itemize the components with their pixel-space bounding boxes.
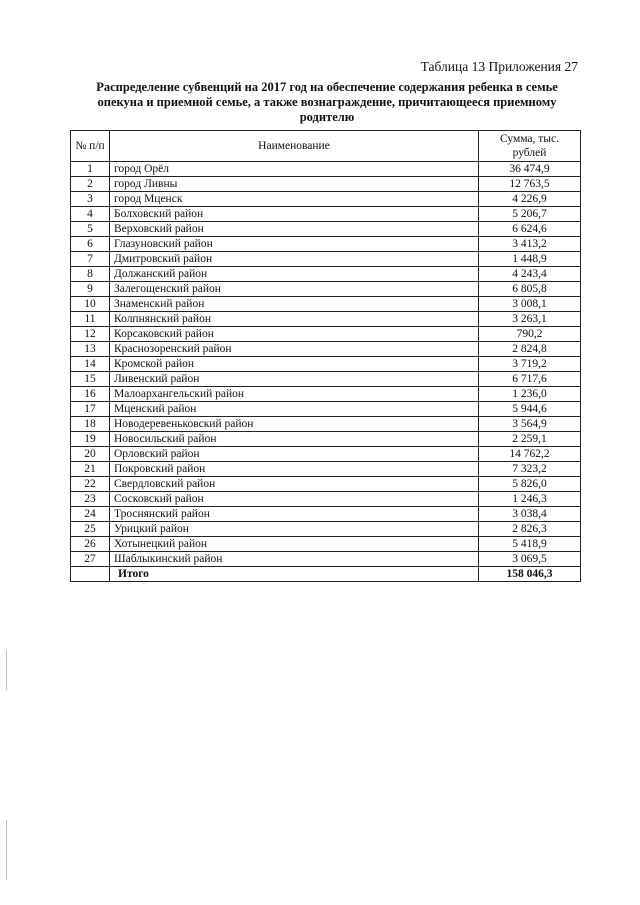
table-row [71,192,581,207]
row-number: 22 [71,477,110,492]
row-name: Болховский район [110,207,479,222]
row-sum: 4 226,9 [479,192,581,207]
table-row [71,507,581,522]
row-sum: 12 763,5 [479,177,581,192]
row-number: 2 [71,177,110,192]
row-name: город Орёл [110,162,479,177]
row-sum: 14 762,2 [479,447,581,462]
row-sum: 2 826,3 [479,522,581,537]
row-name: Новосильский район [110,432,479,447]
row-name: Глазуновский район [110,237,479,252]
table-row [71,462,581,477]
table-row [71,552,581,567]
table-row [71,477,581,492]
row-number: 11 [71,312,110,327]
table-row [71,297,581,312]
row-sum: 790,2 [479,327,581,342]
table-row [71,267,581,282]
row-sum: 3 263,1 [479,312,581,327]
row-number: 21 [71,462,110,477]
row-name: Малоархангельский район [110,387,479,402]
row-sum: 3 564,9 [479,417,581,432]
row-name: Урицкий район [110,522,479,537]
table-row [71,162,581,177]
row-name: Знаменский район [110,297,479,312]
page-title: Распределение субвенций на 2017 год на обеспечение содержания ребенка в семье опекуна и приемной семье, а также вознаграждение, причитающееся приемному родителю [96,80,558,124]
row-number: 15 [71,372,110,387]
table-body [71,162,581,582]
row-number: 6 [71,237,110,252]
row-name: Новодеревеньковский район [110,417,479,432]
table-row [71,417,581,432]
scan-artifact [6,820,7,880]
table-row [71,402,581,417]
row-sum: 6 717,6 [479,372,581,387]
row-sum: 5 206,7 [479,207,581,222]
row-number: 10 [71,297,110,312]
row-name: Шаблыкинский район [110,552,479,567]
row-number: 3 [71,192,110,207]
row-sum: 6 624,6 [479,222,581,237]
row-number: 7 [71,252,110,267]
table-row [71,447,581,462]
row-name: Орловский район [110,447,479,462]
row-number: 19 [71,432,110,447]
row-name: Ливенский район [110,372,479,387]
row-number: 25 [71,522,110,537]
row-sum: 3 413,2 [479,237,581,252]
row-name: Залегощенский район [110,282,479,297]
table-row [71,282,581,297]
table-row [71,177,581,192]
row-number: 5 [71,222,110,237]
row-number: 26 [71,537,110,552]
row-number: 1 [71,162,110,177]
table-row [71,432,581,447]
row-number [71,567,110,582]
row-number: 23 [71,492,110,507]
row-sum: 7 323,2 [479,462,581,477]
row-number: 17 [71,402,110,417]
row-number: 8 [71,267,110,282]
scan-artifact [6,650,7,690]
row-name: Кромской район [110,357,479,372]
table-row [71,522,581,537]
table-row [71,207,581,222]
row-name: Покровский район [110,462,479,477]
row-name: Хотынецкий район [110,537,479,552]
row-name: Мценский район [110,402,479,417]
table-row [71,312,581,327]
row-sum: 5 944,6 [479,402,581,417]
row-sum: 3 069,5 [479,552,581,567]
row-sum: 2 259,1 [479,432,581,447]
column-header-num: № п/п [71,131,110,162]
row-name: Корсаковский район [110,327,479,342]
table-row [71,252,581,267]
subsidy-table [70,130,581,582]
row-sum: 5 826,0 [479,477,581,492]
row-number: 24 [71,507,110,522]
table-row [71,357,581,372]
table-row [71,222,581,237]
table-row [71,342,581,357]
row-sum: 158 046,3 [479,567,581,582]
column-header-name: Наименование [110,131,479,162]
row-name: Верховский район [110,222,479,237]
row-name: город Мценск [110,192,479,207]
table-header-row [71,131,581,162]
row-name: Свердловский район [110,477,479,492]
column-header-sum: Сумма, тыс. рублей [479,131,581,162]
row-sum: 3 008,1 [479,297,581,312]
table-row [71,492,581,507]
row-number: 16 [71,387,110,402]
row-number: 18 [71,417,110,432]
row-name: Колпнянский район [110,312,479,327]
table-row [71,237,581,252]
row-sum: 36 474,9 [479,162,581,177]
row-sum: 1 448,9 [479,252,581,267]
row-number: 13 [71,342,110,357]
row-name: Сосковский район [110,492,479,507]
row-name: Дмитровский район [110,252,479,267]
row-sum: 3 719,2 [479,357,581,372]
row-number: 27 [71,552,110,567]
table-caption: Таблица 13 Приложения 27 [420,59,578,74]
row-sum: 1 246,3 [479,492,581,507]
row-number: 9 [71,282,110,297]
row-number: 14 [71,357,110,372]
row-sum: 6 805,8 [479,282,581,297]
row-number: 20 [71,447,110,462]
row-sum: 1 236,0 [479,387,581,402]
row-name: Троснянский район [110,507,479,522]
row-sum: 4 243,4 [479,267,581,282]
row-sum: 3 038,4 [479,507,581,522]
row-number: 12 [71,327,110,342]
row-sum: 5 418,9 [479,537,581,552]
row-name: Итого [110,567,479,582]
row-name: Краснозоренский район [110,342,479,357]
table-row [71,327,581,342]
table-row [71,387,581,402]
row-sum: 2 824,8 [479,342,581,357]
row-number: 4 [71,207,110,222]
row-name: город Ливны [110,177,479,192]
table-row [71,537,581,552]
table-row [71,372,581,387]
row-name: Должанский район [110,267,479,282]
table-total-row [71,567,581,582]
